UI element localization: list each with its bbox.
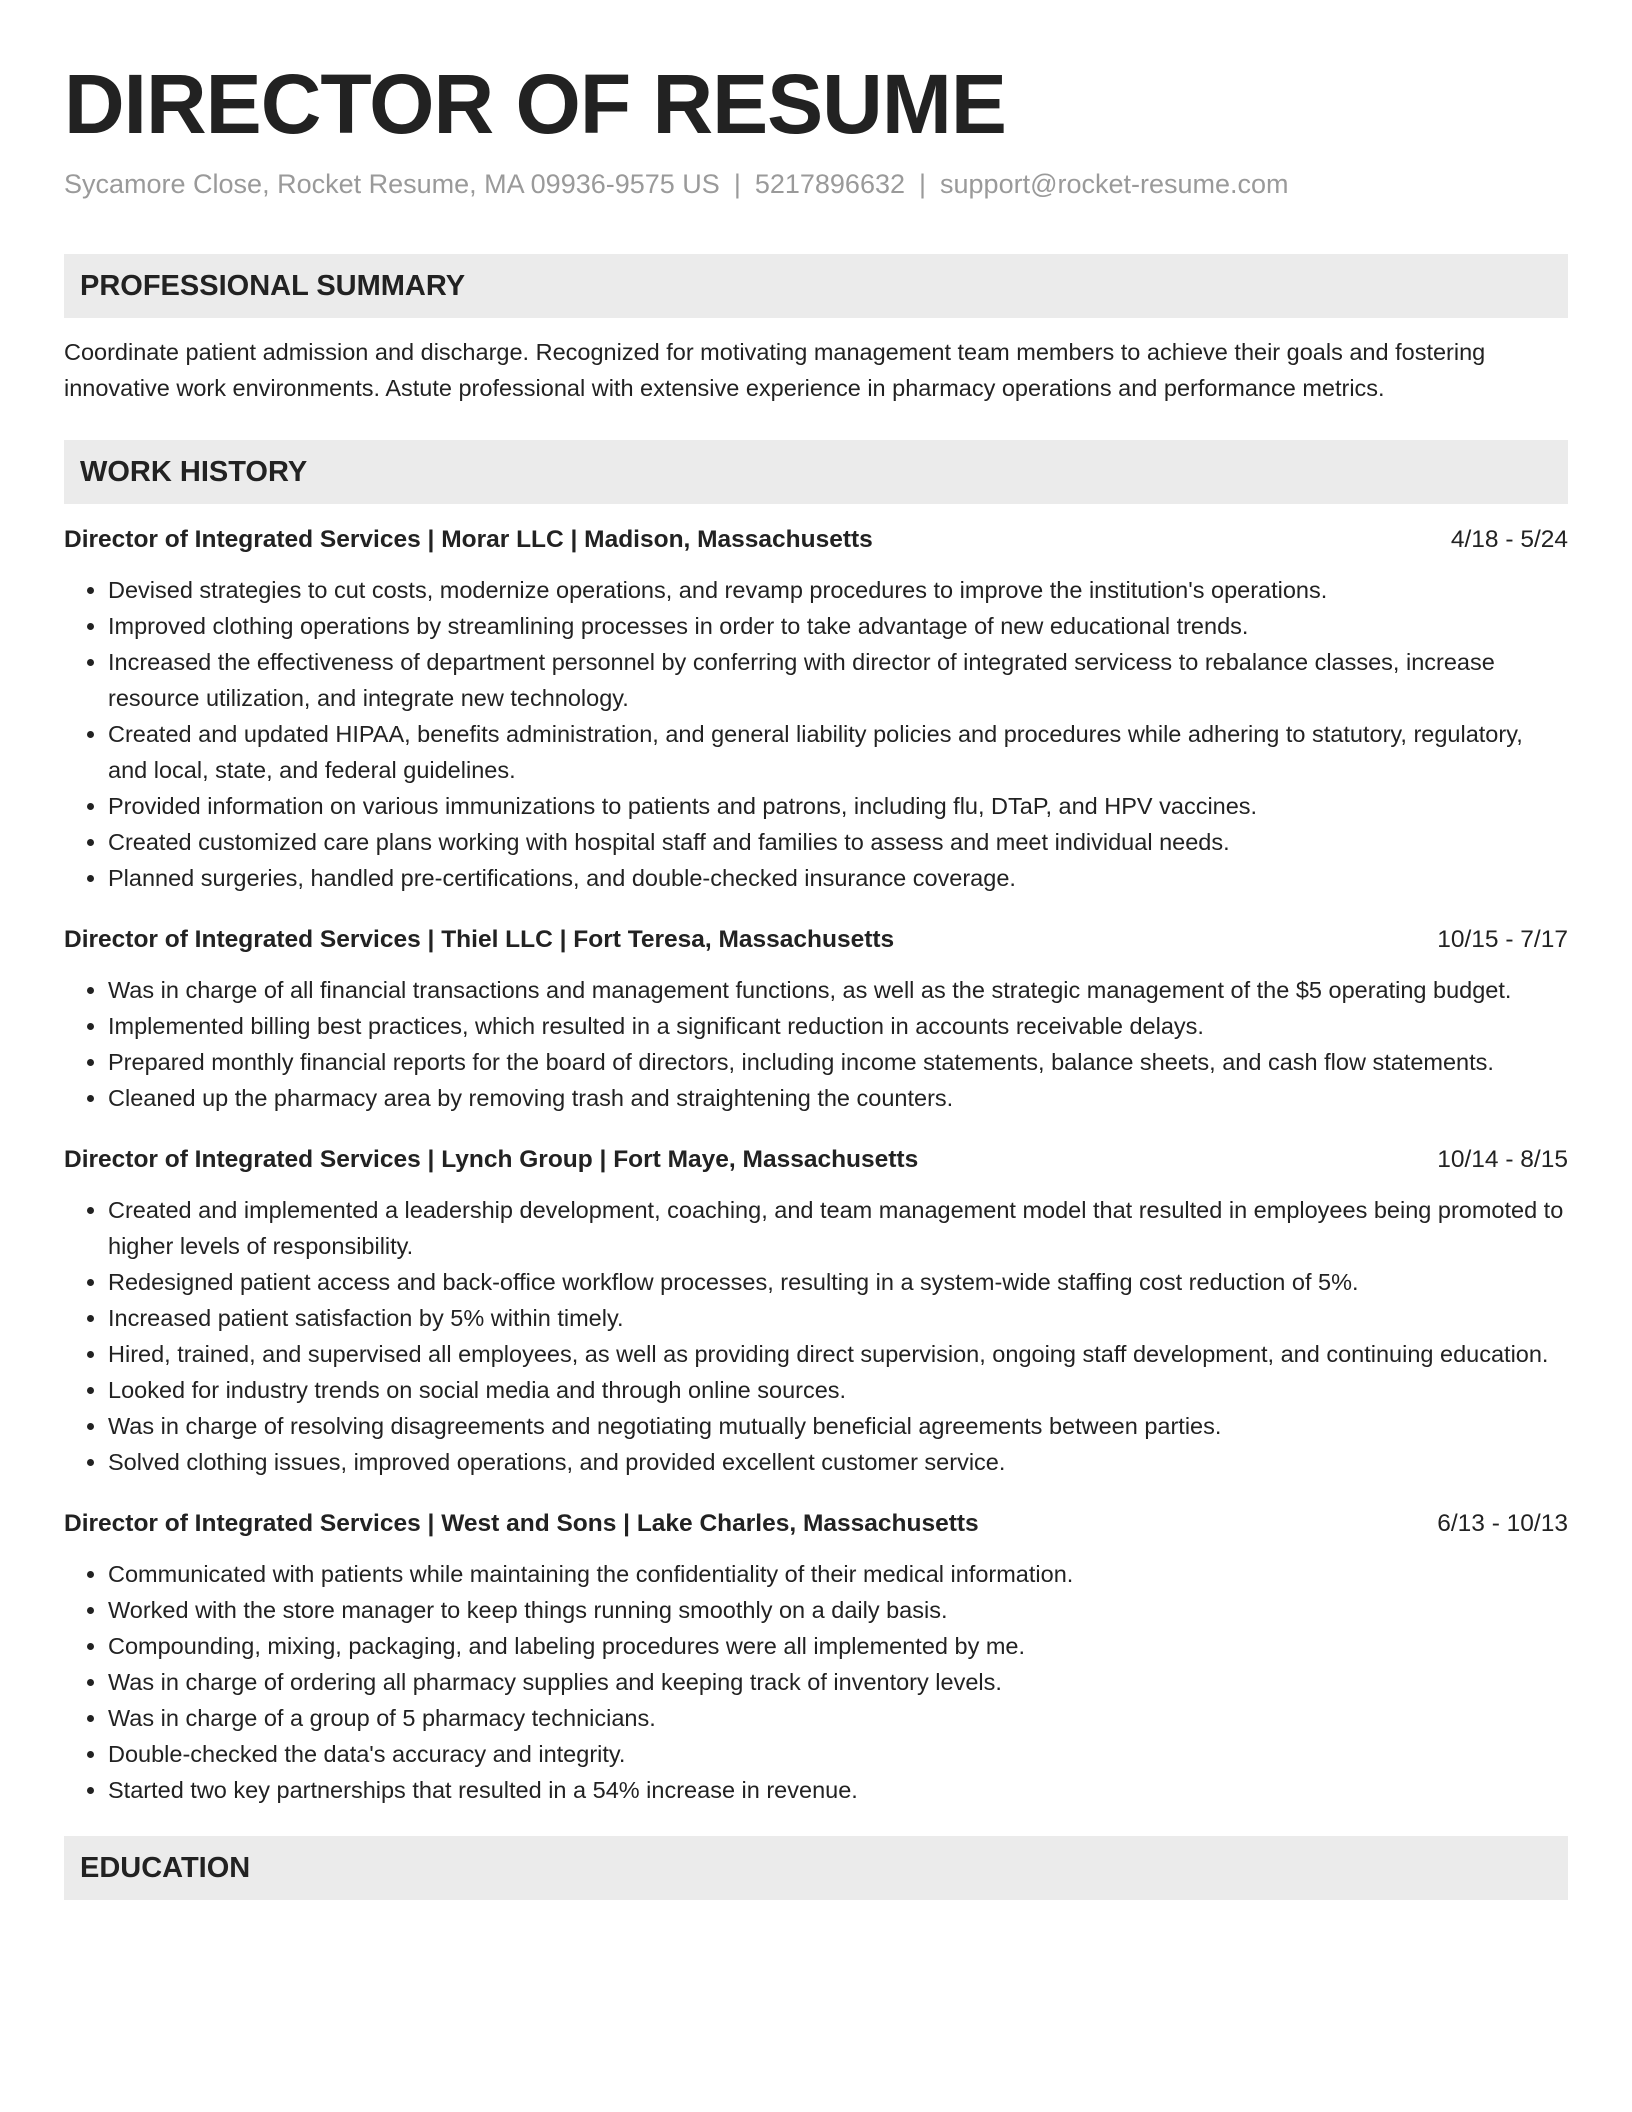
job-bullets [64,972,1568,1116]
job-bullet: • Communicated with patients while maintaining the confidentiality of their medical information. [108,1556,1568,1592]
contact-email: support@rocket-resume.com [940,169,1289,199]
job-title: Director of Integrated Services | Thiel LLC | Fort Teresa, Massachusetts [64,926,895,953]
job-bullet: • Was in charge of all financial transactions and management functions, as well as the strategic management of the $5 operating budget. [108,972,1568,1008]
job-entry [64,1506,1568,1808]
job-bullet: • Prepared monthly financial reports for the board of directors, including income statements, balance sheets, and cash flow statements. [108,1044,1568,1080]
job-bullet: • Was in charge of resolving disagreements and negotiating mutually beneficial agreements between parties. [108,1408,1568,1444]
job-bullet: • Looked for industry trends on social media and through online sources. [108,1372,1568,1408]
job-bullet: • Created customized care plans working with hospital staff and families to assess and meet individual needs. [108,824,1568,860]
job-bullet: • Hired, trained, and supervised all employees, as well as providing direct supervision, ongoing staff development, and continuing education. [108,1336,1568,1372]
job-title: Director of Integrated Services | Lynch Group | Fort Maye, Massachusetts [64,1146,919,1173]
job-bullet: • Double-checked the data's accuracy and integrity. [108,1736,1568,1772]
job-bullet: • Increased patient satisfaction by 5% within timely. [108,1300,1568,1336]
education-heading: EDUCATION [64,1836,1568,1900]
job-header [64,522,1568,558]
job-bullets [64,572,1568,896]
job-header [64,1506,1568,1542]
job-bullet: • Devised strategies to cut costs, modernize operations, and revamp procedures to improve the institution's operations. [108,572,1568,608]
job-bullet: • Solved clothing issues, improved operations, and provided excellent customer service. [108,1444,1568,1480]
job-bullet: • Started two key partnerships that resulted in a 54% increase in revenue. [108,1772,1568,1808]
job-dates: 10/14 - 8/15 [1437,1146,1568,1173]
job-bullet: • Implemented billing best practices, which resulted in a significant reduction in accounts receivable delays. [108,1008,1568,1044]
job-title: Director of Integrated Services | Morar LLC | Madison, Massachusetts [64,526,873,553]
job-entry [64,1142,1568,1480]
job-bullet: • Improved clothing operations by streamlining processes in order to take advantage of new educational trends. [108,608,1568,644]
job-bullets [64,1192,1568,1480]
job-bullet: • Provided information on various immunizations to patients and patrons, including flu, DTaP, and HPV vaccines. [108,788,1568,824]
job-bullet: • Planned surgeries, handled pre-certifications, and double-checked insurance coverage. [108,860,1568,896]
job-bullet: • Worked with the store manager to keep things running smoothly on a daily basis. [108,1592,1568,1628]
job-bullet: • Increased the effectiveness of department personnel by conferring with director of integrated servicess to rebalance classes, increase resource utilization, and integrate new technology. [108,644,1568,716]
job-header [64,1142,1568,1178]
job-bullet: • Compounding, mixing, packaging, and labeling procedures were all implemented by me. [108,1628,1568,1664]
work-history-list [64,522,1568,1808]
job-header [64,922,1568,958]
job-bullet: • Created and implemented a leadership development, coaching, and team management model that resulted in employees being promoted to higher levels of responsibility. [108,1192,1568,1264]
resume-name: DIRECTOR OF RESUME [64,57,1006,151]
contact-separator: | [733,169,741,199]
job-title: Director of Integrated Services | West and Sons | Lake Charles, Massachusetts [64,1510,979,1537]
contact-separator: | [919,169,927,199]
job-bullet: • Was in charge of ordering all pharmacy supplies and keeping track of inventory levels. [108,1664,1568,1700]
job-entry [64,522,1568,896]
job-bullet: • Cleaned up the pharmacy area by removing trash and straightening the counters. [108,1080,1568,1116]
job-dates: 10/15 - 7/17 [1437,926,1568,953]
job-bullet: • Was in charge of a group of 5 pharmacy technicians. [108,1700,1568,1736]
contact-phone: 5217896632 [754,169,905,199]
job-bullets [64,1556,1568,1808]
work-history-heading: WORK HISTORY [64,440,1568,504]
contact-address: Sycamore Close, Rocket Resume, MA 09936-9575 US [64,169,720,199]
job-entry [64,922,1568,1116]
summary-text: Coordinate patient admission and discharge. Recognized for motivating management team members to achieve their goals and fostering innovative work environments. Astute professional with extensive experience in pharmacy operations and performance metrics. [64,339,1486,401]
job-dates: 4/18 - 5/24 [1450,526,1568,553]
job-bullet: • Created and updated HIPAA, benefits administration, and general liability policies and procedures while adhering to statutory, regulatory, and local, state, and federal guidelines. [108,716,1568,788]
job-bullet: • Redesigned patient access and back-office workflow processes, resulting in a system-wide staffing cost reduction of 5%. [108,1264,1568,1300]
contact-line [64,166,1568,202]
summary-heading: PROFESSIONAL SUMMARY [64,254,1568,318]
job-dates: 6/13 - 10/13 [1437,1510,1568,1537]
